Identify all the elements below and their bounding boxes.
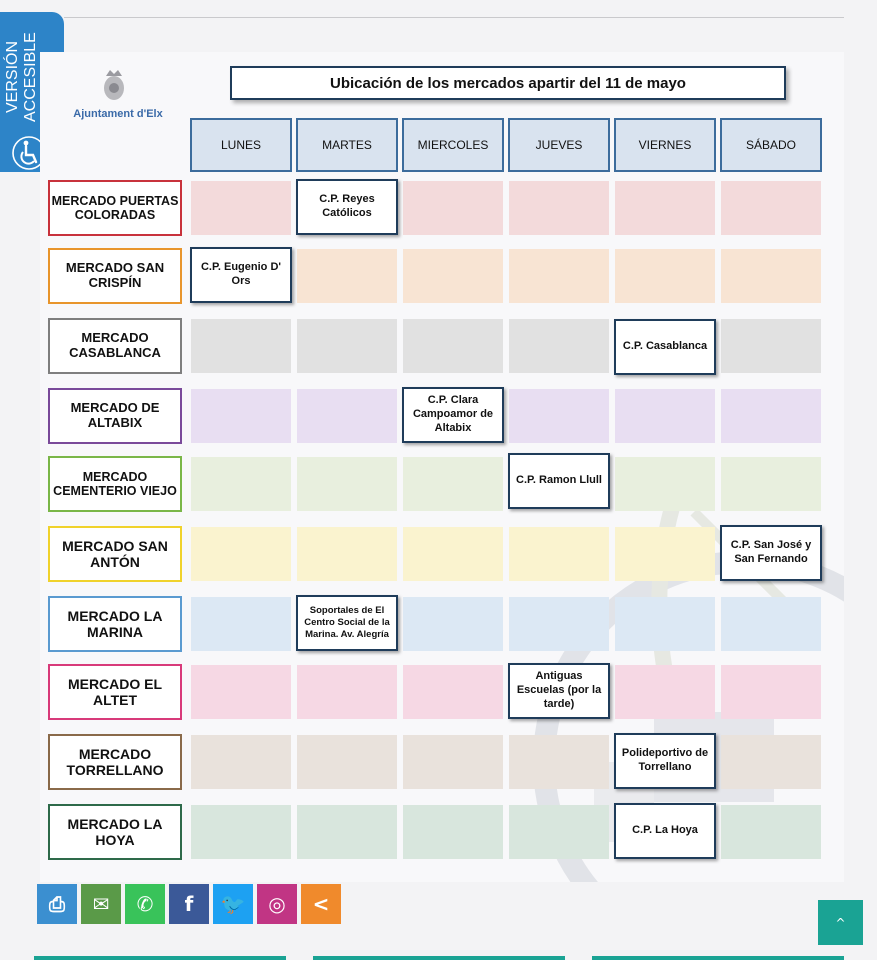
empty-day-cell [721,249,821,303]
markets-poster [40,52,844,882]
day-header-3: JUEVES [508,118,610,172]
market-location-cell: Soportales de El Centro Social de la Marina. Av. Alegría [296,595,398,651]
accessible-version-label: VERSIÓN ACCESIBLE [4,32,39,122]
empty-day-cell [297,319,397,373]
empty-day-cell [721,319,821,373]
scroll-to-top-button[interactable] [818,900,863,945]
empty-day-cell [191,527,291,581]
empty-day-cell [721,597,821,651]
market-label: MERCADO CEMENTERIO VIEJO [48,456,182,512]
empty-day-cell [509,527,609,581]
empty-day-cell [403,665,503,719]
market-label: MERCADO LA HOYA [48,804,182,860]
empty-day-cell [403,457,503,511]
facebook-icon: f [184,892,194,916]
print-icon: ⎙ [49,892,65,916]
chevron-up-icon: ^ [835,915,846,930]
empty-day-cell [615,665,715,719]
empty-day-cell [721,805,821,859]
empty-day-cell [191,597,291,651]
city-council-logo-text: Ajuntament d'Elx [73,108,163,120]
empty-day-cell [615,457,715,511]
empty-day-cell [721,181,821,235]
email-icon: ✉ [92,892,110,916]
instagram-icon: ◎ [268,892,286,916]
twitter-share-button[interactable] [213,884,253,924]
market-label: MERCADO PUERTAS COLORADAS [48,180,182,236]
day-header-4: VIERNES [614,118,716,172]
empty-day-cell [403,181,503,235]
whatsapp-icon: ✆ [136,892,154,916]
market-label: MERCADO CASABLANCA [48,318,182,374]
empty-day-cell [191,665,291,719]
market-label: MERCADO SAN CRISPÍN [48,248,182,304]
market-label: MERCADO EL ALTET [48,664,182,720]
empty-day-cell [509,319,609,373]
empty-day-cell [509,597,609,651]
empty-day-cell [721,457,821,511]
twitter-icon: 🐦 [220,892,246,916]
market-label: MERCADO SAN ANTÓN [48,526,182,582]
poster-title: Ubicación de los mercados apartir del 11 de mayo [230,66,786,100]
empty-day-cell [721,665,821,719]
empty-day-cell [615,527,715,581]
day-header-2: MIERCOLES [402,118,504,172]
empty-day-cell [191,457,291,511]
market-location-cell: C.P. Reyes Católicos [296,179,398,235]
empty-day-cell [509,735,609,789]
empty-day-cell [509,249,609,303]
empty-day-cell [721,735,821,789]
facebook-share-button[interactable] [169,884,209,924]
empty-day-cell [403,597,503,651]
market-location-cell: C.P. La Hoya [614,803,716,859]
market-location-cell: C.P. Eugenio D' Ors [190,247,292,303]
day-header-1: MARTES [296,118,398,172]
empty-day-cell [297,527,397,581]
empty-day-cell [403,249,503,303]
market-label: MERCADO LA MARINA [48,596,182,652]
share-toolbar [37,884,341,924]
print-share-button[interactable] [37,884,77,924]
empty-day-cell [297,249,397,303]
market-location-cell: C.P. Clara Campoamor de Altabix [402,387,504,443]
empty-day-cell [615,181,715,235]
instagram-share-button[interactable] [257,884,297,924]
empty-day-cell [509,181,609,235]
top-divider [64,17,844,18]
market-location-cell: C.P. Casablanca [614,319,716,375]
footer-strip [313,956,565,960]
day-header-0: LUNES [190,118,292,172]
empty-day-cell [191,319,291,373]
market-label: MERCADO TORRELLANO [48,734,182,790]
market-label: MERCADO DE ALTABIX [48,388,182,444]
empty-day-cell [509,805,609,859]
empty-day-cell [297,389,397,443]
empty-day-cell [191,735,291,789]
empty-day-cell [721,389,821,443]
market-location-cell: C.P. San José y San Fernando [720,525,822,581]
market-location-cell: Polideportivo de Torrellano [614,733,716,789]
empty-day-cell [509,389,609,443]
empty-day-cell [615,249,715,303]
empty-day-cell [297,457,397,511]
empty-day-cell [191,389,291,443]
share-icon: < [312,892,330,916]
empty-day-cell [403,805,503,859]
empty-day-cell [191,805,291,859]
empty-day-cell [615,597,715,651]
empty-day-cell [297,735,397,789]
footer-strip [592,956,844,960]
empty-day-cell [615,389,715,443]
empty-day-cell [191,181,291,235]
whatsapp-share-button[interactable] [125,884,165,924]
market-location-cell: C.P. Ramon Llull [508,453,610,509]
email-share-button[interactable] [81,884,121,924]
market-location-cell: Antiguas Escuelas (por la tarde) [508,663,610,719]
day-header-5: SÁBADO [720,118,822,172]
crown-crest-icon [100,66,128,102]
empty-day-cell [403,735,503,789]
empty-day-cell [403,319,503,373]
empty-day-cell [297,665,397,719]
share-share-button[interactable] [301,884,341,924]
footer-strip [34,956,286,960]
empty-day-cell [403,527,503,581]
empty-day-cell [297,805,397,859]
